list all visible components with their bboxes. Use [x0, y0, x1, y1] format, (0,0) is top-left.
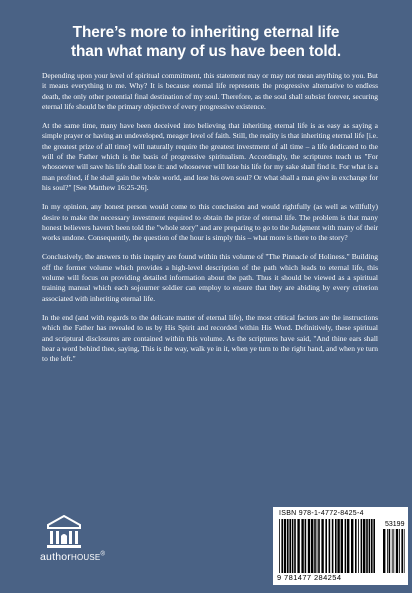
barcode-bar	[347, 519, 349, 573]
barcode-bar	[311, 519, 313, 573]
barcode-bar	[369, 519, 371, 573]
barcode-bar	[325, 519, 327, 573]
barcode-bar	[392, 529, 393, 573]
barcode-bar	[401, 529, 403, 573]
barcode-bar	[361, 519, 363, 573]
barcode-bar	[301, 519, 303, 573]
barcode-bar	[335, 519, 337, 573]
barcode-bar	[366, 519, 368, 573]
barcode-bar	[332, 519, 334, 573]
barcode-bar	[281, 519, 283, 573]
barcode-bar	[393, 529, 394, 573]
paragraph-5: In the end (and with regards to the delicate matter of eternal life), the most critical factors are the instructions which the Father has revealed to us by His Spirit and recorded within His Word. Definitively, these spiritual and scriptural disclosures are contained within this volume. As the scriptures have said, "And thine ears shall hear a word behind thee, saying, This is the way, walk ye in it, when ye turn to the right hand, and when ye turn to the left."	[42, 312, 378, 364]
barcode-bar	[341, 519, 343, 573]
barcode-bar	[358, 519, 359, 573]
barcode-bar	[387, 529, 388, 573]
barcode-bar	[292, 519, 294, 573]
barcode-bar	[337, 519, 339, 573]
barcode-bar	[371, 519, 373, 573]
barcode-bar	[279, 519, 280, 573]
barcode-bar	[305, 519, 307, 573]
ean-barcode	[279, 519, 379, 573]
headline	[20, 23, 392, 61]
barcode-bar	[399, 529, 400, 573]
barcode-bar	[318, 519, 320, 573]
barcode-bar	[289, 519, 291, 573]
blurb	[42, 71, 378, 373]
isbn-label: ISBN 978-1-4772-8425-4	[279, 510, 364, 517]
barcode-bar	[383, 529, 385, 573]
barcode-bar	[404, 529, 405, 573]
paragraph-2: At the same time, many have been deceived into believing that inheriting eternal life is as easy as saying a simple prayer or having an undeveloped, meager level of faith. Still, the reality is that inheriting eternal life [i.e. the greatest prize of all time] will naturally require the greatest investment of all time – a life dedicated to the will of the Father which is the basis of progressive spiritualism. Accordingly, the scriptures teach us "For whosoever will save his life shall lose it: and whosoever will lose his life for my sake shall find it. For what is a man profited, if he shall gain the whole world, and lose his own soul? Or what shall a man give in exchange for his soul?" [See Matthew 16:25-26].	[42, 121, 378, 192]
publisher-logo	[40, 515, 106, 563]
barcode-bar	[363, 519, 365, 573]
addon-barcode	[383, 529, 405, 573]
paragraph-3: In my opinion, any honest person would come to this conclusion and would rightfully (as well as willfully) desire to make the necessary investment required to obtain the prize of eternal life. The problem is that many honest believers haven't been told the "whole story" and are preparing to go to the Judgment with many of their works undone. Consequently, the question of the hour is simply this – what more is there to the story?	[42, 202, 378, 243]
barcode-bar	[308, 519, 310, 573]
barcode-bar	[355, 519, 357, 573]
paragraph-1: Depending upon your level of spiritual commitment, this statement may or may not mean anything to you. But it means everything to me. Why? It is because eternal life represents the progressive alternative to endless death, the only other potential final destination of my soul. Therefore, as the soul shall subsist forever, securing eternal life should be the primary objective of every progressive existence.	[42, 71, 378, 111]
barcode-bar	[351, 519, 353, 573]
paragraph-4: Conclusively, the answers to this inquiry are found within this volume of "The Pinnacle of Holiness." Building off the former volume which provides a high-level description of the path which leads to eternal life, this volume will focus on providing detailed information about the path. Thus it should be viewed as a spiritual training manual which each sojourner soldier can employ to ensure that they are abiding by every criterion associated with inheriting eternal life.	[42, 252, 378, 303]
publisher-name: authorHOUSE®	[40, 551, 106, 563]
barcode-bar	[317, 519, 318, 573]
barcode-bar	[396, 529, 398, 573]
price-code: 53199	[385, 521, 405, 528]
barcode-bar	[294, 519, 296, 573]
barcode-bar	[389, 529, 391, 573]
barcode-bar	[314, 519, 316, 573]
barcode-bar	[287, 519, 289, 573]
headline-line-2: than what many of us have been told.	[70, 43, 342, 60]
headline-line-1: There’s more to inheriting eternal life	[72, 24, 340, 41]
barcode-bar	[345, 519, 347, 573]
barcode-bar	[297, 519, 299, 573]
barcode-bar	[373, 519, 375, 573]
barcode-panel	[273, 507, 408, 585]
barcode-bar	[284, 519, 286, 573]
barcode-digits: 9 781477 284254	[277, 573, 342, 582]
barcode-bar	[329, 519, 331, 573]
authorhouse-building-icon	[46, 515, 82, 549]
barcode-bar	[321, 519, 323, 573]
